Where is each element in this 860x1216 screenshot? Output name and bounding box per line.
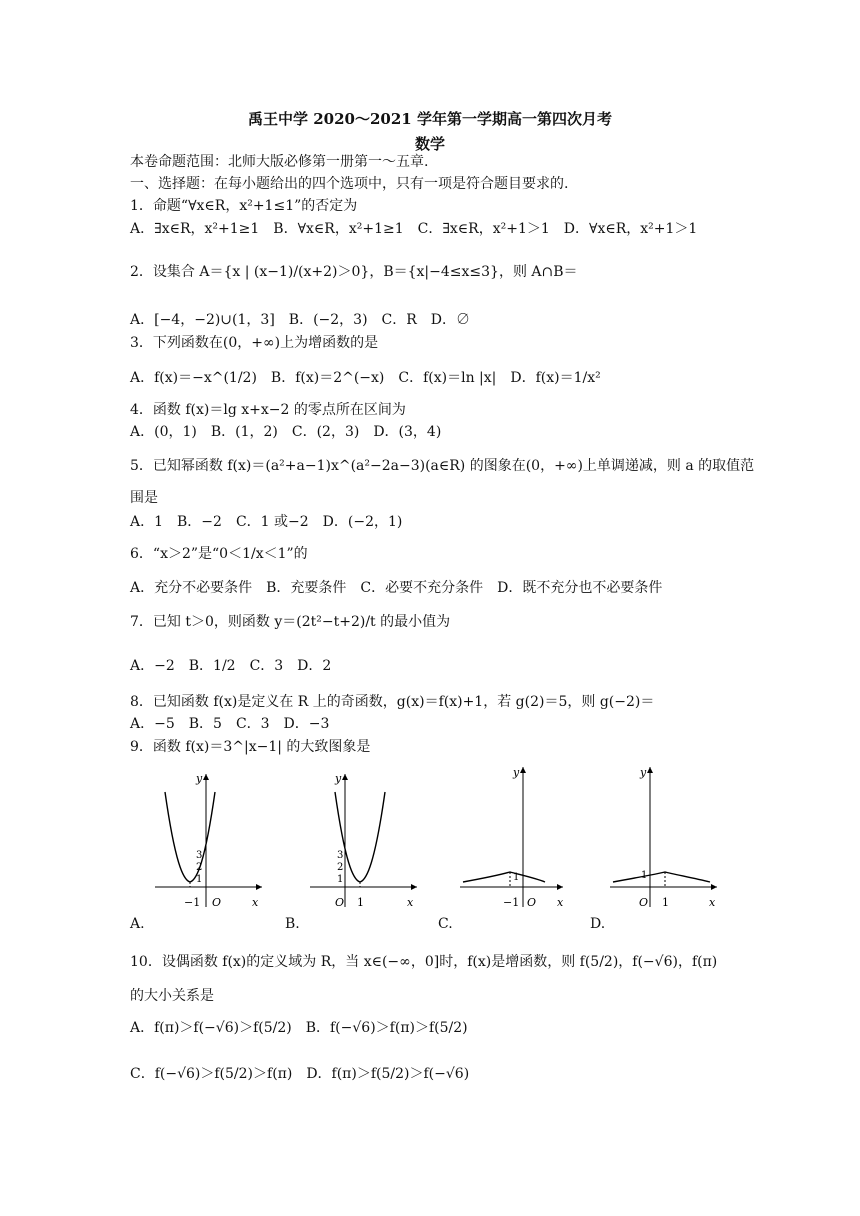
curve (613, 872, 710, 882)
q6-options: A．充分不必要条件 B．充要条件 C．必要不充分条件 D．既不充分也不必要条件 (130, 580, 663, 596)
graph-c-label: C. (438, 916, 453, 932)
question-5-cont: 围是 (130, 490, 158, 506)
x-tick-label: 1 (662, 896, 669, 909)
q10-options-cd: C．f(−√6)＞f(5/2)＞f(π) D．f(π)＞f(5/2)＞f(−√6) (130, 1066, 470, 1082)
scope-line: 本卷命题范围：北师大版必修第一册第一～五章. (130, 154, 429, 170)
graph-a (150, 762, 280, 912)
y-tick-3: 3 (196, 850, 203, 861)
graph-d-label: D. (590, 916, 606, 932)
y-tick-1: 1 (641, 870, 648, 881)
y-tick-2: 2 (196, 862, 203, 873)
y-tick-2: 2 (337, 862, 344, 873)
exam-title: 禹王中学 2020～2021 学年第一学期高一第四次月考 (248, 110, 612, 128)
x-axis (610, 884, 717, 890)
y-tick-1: 1 (513, 872, 520, 883)
curve (165, 792, 215, 882)
x-tick-label: 1 (357, 896, 364, 909)
origin-label: O (335, 896, 345, 909)
x-axis (155, 884, 262, 890)
question-9: 9．函数 f(x)＝3^|x−1| 的大致图象是 (130, 739, 371, 755)
q7-options: A．−2 B．1/2 C．3 D．2 (130, 658, 332, 674)
y-tick-1: 1 (337, 874, 344, 885)
question-8: 8．已知函数 f(x)是定义在 R 上的奇函数，g(x)＝f(x)+1，若 g(2)＝5，则 g(−2)＝ (130, 694, 655, 710)
y-axis-label: y (335, 772, 342, 785)
q4-options: A．(0，1) B．(1，2) C．(2，3) D．(3，4) (130, 424, 442, 440)
x-axis (310, 884, 417, 890)
x-axis (460, 884, 563, 890)
x-axis-label: x (407, 896, 414, 909)
y-axis-label: y (640, 766, 647, 779)
question-10: 10．设偶函数 f(x)的定义域为 R，当 x∈(−∞，0]时，f(x)是增函数，则 f(5/2)，f(−√6)，f(π) (130, 954, 718, 970)
x-axis-label: x (709, 896, 716, 909)
q2-options: A．[−4，−2)∪(1，3] B．(−2，3) C．R D．∅ (130, 312, 471, 328)
y-axis-label: y (196, 772, 203, 785)
q5-options: A．1 B．−2 C．1 或−2 D．(−2，1) (130, 514, 403, 530)
question-6: 6．“x＞2”是“0＜1/x＜1”的 (130, 546, 308, 562)
graph-b-label: B. (285, 916, 300, 932)
graph-d (605, 762, 735, 912)
q1-options: A．∃x∈R，x²+1≥1 B．∀x∈R，x²+1≥1 C．∃x∈R，x²+1＞1 D．∀x∈R，x²+1＞1 (130, 221, 698, 237)
q10-options-ab: A．f(π)＞f(−√6)＞f(5/2) B．f(−√6)＞f(π)＞f(5/2) (130, 1020, 468, 1036)
question-7: 7．已知 t＞0，则函数 y＝(2t²−t+2)/t 的最小值为 (130, 614, 451, 630)
y-tick-3: 3 (337, 850, 344, 861)
origin-label: O (212, 896, 222, 909)
x-tick-label: −1 (503, 896, 520, 909)
y-tick-1: 1 (196, 874, 203, 885)
graph-a-label: A. (130, 916, 145, 932)
question-3: 3．下列函数在(0，+∞)上为增函数的是 (130, 335, 379, 351)
question-10-cont: 的大小关系是 (130, 988, 214, 1004)
graph-c (455, 762, 585, 912)
x-tick-label: −1 (184, 896, 201, 909)
curve (463, 872, 545, 882)
q3-options: A．f(x)＝−x^(1/2) B．f(x)＝2^(−x) C．f(x)＝ln |x| D．f(x)＝1/x² (130, 370, 601, 386)
origin-label: O (527, 896, 537, 909)
subject-title: 数学 (414, 135, 445, 153)
y-axis (647, 767, 653, 907)
q8-options: A．−5 B．5 C．3 D．−3 (130, 716, 330, 732)
question-2: 2．设集合 A＝{x | (x−1)/(x+2)＞0}，B＝{x|−4≤x≤3}，则 A∩B＝ (130, 264, 578, 280)
graph-b (305, 762, 435, 912)
x-axis-label: x (557, 896, 564, 909)
x-axis-label: x (252, 896, 259, 909)
section-heading: 一、选择题：在每小题给出的四个选项中，只有一项是符合题目要求的. (130, 176, 569, 192)
y-axis-label: y (513, 766, 520, 779)
question-1: 1．命题“∀x∈R，x²+1≤1”的否定为 (130, 198, 358, 214)
y-axis (520, 767, 526, 907)
origin-label: O (639, 896, 649, 909)
question-5: 5．已知幂函数 f(x)＝(a²+a−1)x^(a²−2a−3)(a∈R) 的图象在(0，+∞)上单调递减，则 a 的取值范 (130, 458, 755, 474)
question-4: 4．函数 f(x)＝lg x+x−2 的零点所在区间为 (130, 402, 406, 418)
